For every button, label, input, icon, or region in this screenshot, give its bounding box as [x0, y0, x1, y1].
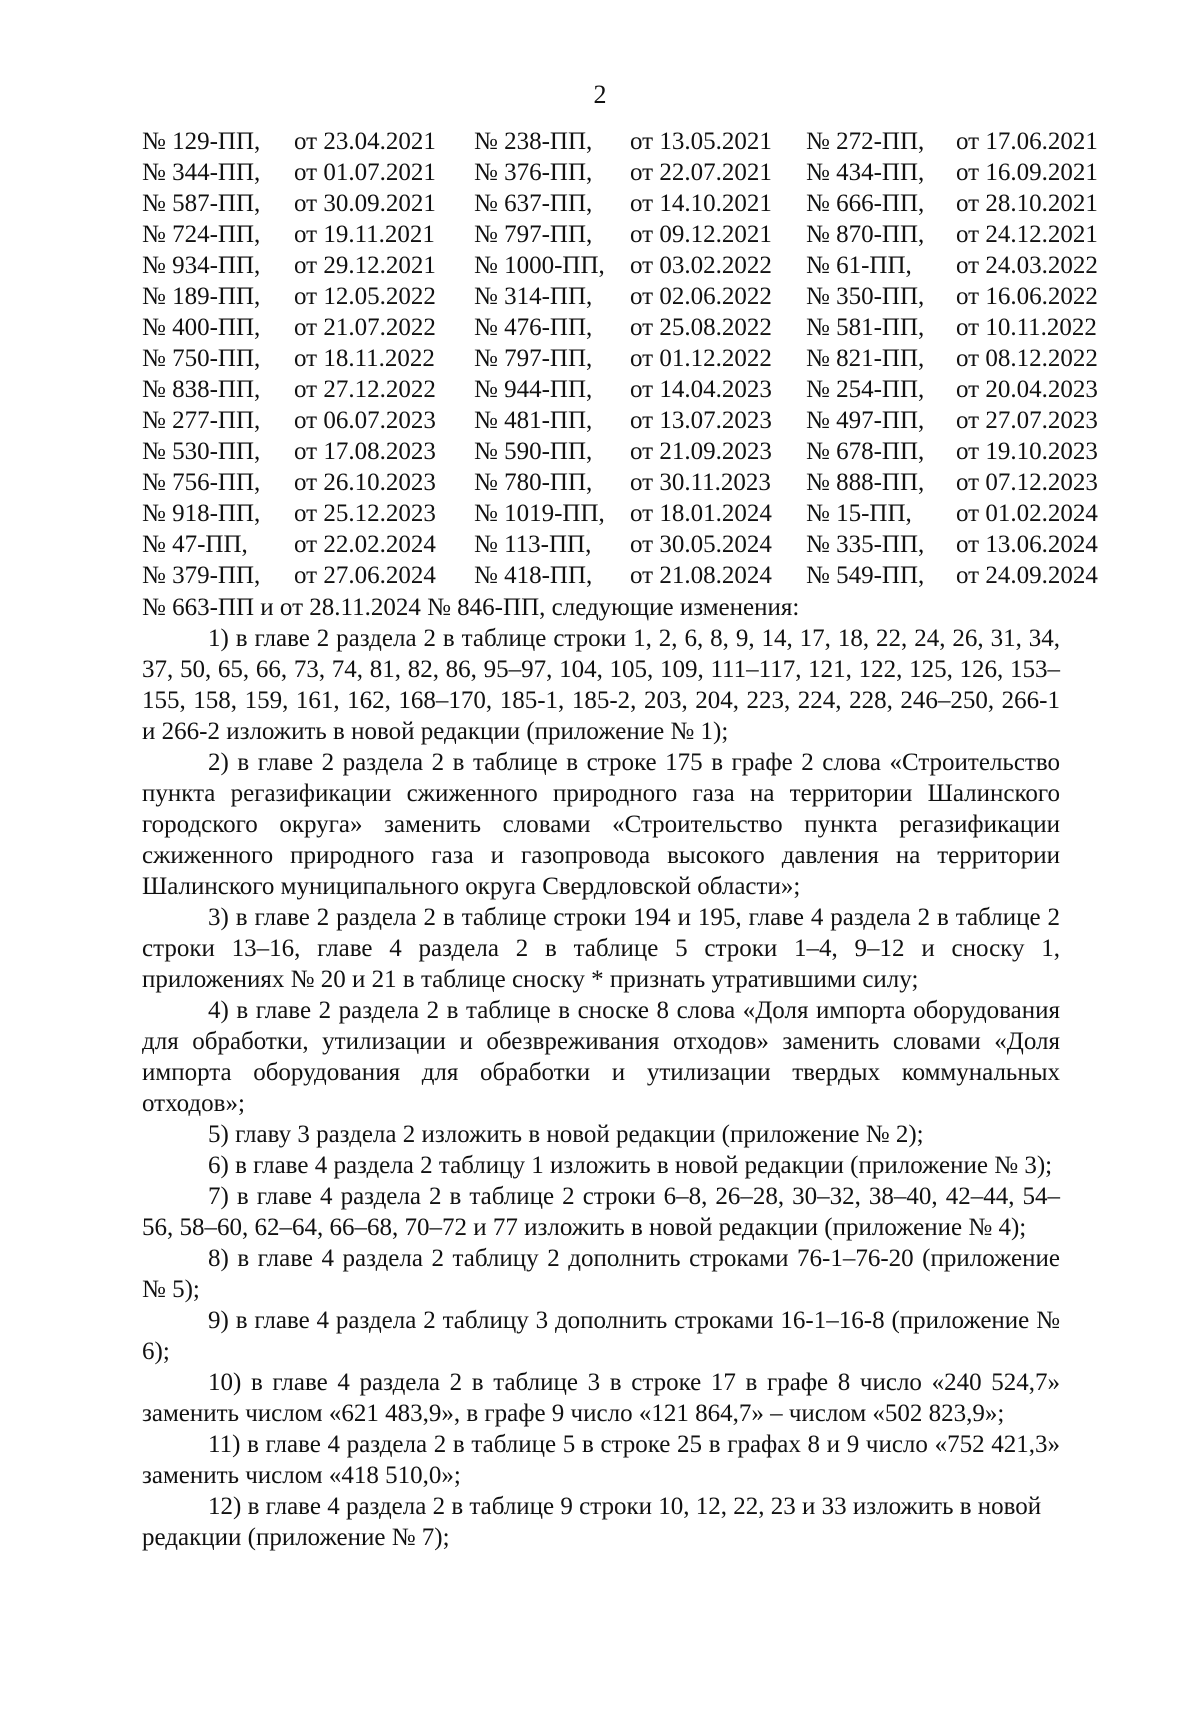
resolution-date: от 02.06.2022 — [630, 283, 772, 310]
resolution-number: № 918-ПП, — [142, 500, 261, 527]
table-row — [142, 467, 1060, 498]
table-row — [142, 405, 1060, 436]
resolution-date: от 21.08.2024 — [630, 562, 772, 589]
resolution-date: от 12.05.2022 — [294, 283, 436, 310]
resolution-number: № 587-ПП, — [142, 190, 261, 217]
resolution-number: № 666-ПП, — [806, 190, 925, 217]
table-row — [142, 281, 1060, 312]
resolution-number: № 870-ПП, — [806, 221, 925, 248]
resolution-number: № 750-ПП, — [142, 345, 261, 372]
table-row — [142, 498, 1060, 529]
list-item-12: 12) в главе 4 раздела 2 в таблице 9 строки 10, 12, 22, 23 и 33 изложить в новой редакции (приложение № 7); — [142, 1493, 1042, 1551]
resolution-number: № 400-ПП, — [142, 314, 261, 341]
resolution-number: № 344-ПП, — [142, 159, 261, 186]
resolution-number: № 756-ПП, — [142, 469, 261, 496]
resolution-list-table — [142, 126, 1098, 591]
resolution-number: № 944-ПП, — [474, 376, 593, 403]
resolution-date: от 09.12.2021 — [630, 221, 772, 248]
resolution-date: от 01.12.2022 — [630, 345, 772, 372]
resolution-date: от 01.07.2021 — [294, 159, 436, 186]
paragraph-continuation: № 663-ПП и от 28.11.2024 № 846-ПП, следующие изменения: — [142, 594, 800, 621]
resolution-number: № 888-ПП, — [806, 469, 925, 496]
resolution-date: от 29.12.2021 — [294, 252, 436, 279]
resolution-date: от 06.07.2023 — [294, 407, 436, 434]
resolution-date: от 17.06.2021 — [956, 128, 1098, 155]
list-item-11: 11) в главе 4 раздела 2 в таблице 5 в строке 25 в графах 8 и 9 число «752 421,3» заменить числом «418 510,0»; — [142, 1431, 1060, 1489]
resolution-date: от 14.10.2021 — [630, 190, 772, 217]
page-number: 2 — [593, 80, 607, 109]
table-row — [142, 529, 1060, 560]
resolution-number: № 272-ПП, — [806, 128, 925, 155]
table-row — [142, 126, 1060, 157]
resolution-number: № 497-ПП, — [806, 407, 925, 434]
resolution-number: № 637-ПП, — [474, 190, 593, 217]
resolution-date: от 13.07.2023 — [630, 407, 772, 434]
resolution-number: № 434-ПП, — [806, 159, 925, 186]
list-item-4: 4) в главе 2 раздела 2 в таблице в сноске 8 слова «Доля импорта оборудования для обработки, утилизации и обезвреживания отходов» заменить словами «Доля импорта оборудования для обработки и утилизации твердых коммунальных отходов»; — [142, 997, 1060, 1117]
table-row — [142, 436, 1060, 467]
resolution-date: от 03.02.2022 — [630, 252, 772, 279]
resolution-date: от 30.05.2024 — [630, 531, 772, 558]
resolution-number: № 934-ПП, — [142, 252, 261, 279]
resolution-date: от 14.04.2023 — [630, 376, 772, 403]
table-row — [142, 157, 1060, 188]
resolution-date: от 17.08.2023 — [294, 438, 436, 465]
resolution-number: № 678-ПП, — [806, 438, 925, 465]
resolution-date: от 18.01.2024 — [630, 500, 772, 527]
resolution-date: от 16.09.2021 — [956, 159, 1098, 186]
resolution-date: от 30.11.2023 — [630, 469, 771, 496]
resolution-number: № 838-ПП, — [142, 376, 261, 403]
resolution-date: от 24.12.2021 — [956, 221, 1098, 248]
resolution-number: № 129-ПП, — [142, 128, 261, 155]
resolution-number: № 797-ПП, — [474, 345, 593, 372]
resolution-number: № 476-ПП, — [474, 314, 593, 341]
resolution-date: от 16.06.2022 — [956, 283, 1098, 310]
resolution-date: от 20.04.2023 — [956, 376, 1098, 403]
resolution-date: от 25.08.2022 — [630, 314, 772, 341]
resolution-date: от 07.12.2023 — [956, 469, 1098, 496]
table-row — [142, 219, 1060, 250]
resolution-date: от 26.10.2023 — [294, 469, 436, 496]
table-row — [142, 343, 1060, 374]
resolution-date: от 21.09.2023 — [630, 438, 772, 465]
resolution-date: от 27.07.2023 — [956, 407, 1098, 434]
resolution-date: от 21.07.2022 — [294, 314, 436, 341]
resolution-number: № 581-ПП, — [806, 314, 925, 341]
resolution-date: от 01.02.2024 — [956, 500, 1098, 527]
table-row — [142, 250, 1060, 281]
resolution-date: от 25.12.2023 — [294, 500, 436, 527]
resolution-number: № 238-ПП, — [474, 128, 593, 155]
resolution-date: от 10.11.2022 — [956, 314, 1097, 341]
resolution-number: № 277-ПП, — [142, 407, 261, 434]
resolution-number: № 1000-ПП, — [474, 252, 605, 279]
resolution-number: № 189-ПП, — [142, 283, 261, 310]
resolution-date: от 19.11.2021 — [294, 221, 435, 248]
resolution-number: № 780-ПП, — [474, 469, 593, 496]
resolution-number: № 15-ПП, — [806, 500, 912, 527]
resolution-number: № 418-ПП, — [474, 562, 593, 589]
resolution-date: от 18.11.2022 — [294, 345, 435, 372]
resolution-date: от 27.06.2024 — [294, 562, 436, 589]
resolution-date: от 22.07.2021 — [630, 159, 772, 186]
resolution-number: № 590-ПП, — [474, 438, 593, 465]
resolution-number: № 350-ПП, — [806, 283, 925, 310]
list-item-2: 2) в главе 2 раздела 2 в таблице в строке 175 в графе 2 слова «Строительство пункта регазификации сжиженного природного газа на территории Шалинского городского округа» заменить словами «Строительство пункта регазификации сжиженного природного газа и газопровода высокого давления на территории Шалинского муниципального округа Свердловской области»; — [142, 749, 1060, 900]
list-item-10: 10) в главе 4 раздела 2 в таблице 3 в строке 17 в графе 8 число «240 524,7» заменить числом «621 483,9», в графе 9 число «121 864,7» – числом «502 823,9»; — [142, 1369, 1060, 1427]
resolution-date: от 28.10.2021 — [956, 190, 1098, 217]
list-item-5: 5) главу 3 раздела 2 изложить в новой редакции (приложение № 2); — [208, 1121, 924, 1148]
resolution-number: № 379-ПП, — [142, 562, 261, 589]
resolution-number: № 797-ПП, — [474, 221, 593, 248]
resolution-date: от 22.02.2024 — [294, 531, 436, 558]
resolution-number: № 549-ПП, — [806, 562, 925, 589]
table-row — [142, 188, 1060, 219]
resolution-date: от 19.10.2023 — [956, 438, 1098, 465]
resolution-number: № 724-ПП, — [142, 221, 261, 248]
resolution-date: от 27.12.2022 — [294, 376, 436, 403]
resolution-number: № 61-ПП, — [806, 252, 912, 279]
resolution-number: № 47-ПП, — [142, 531, 248, 558]
resolution-number: № 481-ПП, — [474, 407, 593, 434]
resolution-date: от 23.04.2021 — [294, 128, 436, 155]
resolution-number: № 254-ПП, — [806, 376, 925, 403]
table-row — [142, 560, 1060, 591]
list-item-6: 6) в главе 4 раздела 2 таблицу 1 изложить в новой редакции (приложение № 3); — [208, 1152, 1053, 1179]
resolution-date: от 24.03.2022 — [956, 252, 1098, 279]
resolution-date: от 13.05.2021 — [630, 128, 772, 155]
list-item-3: 3) в главе 2 раздела 2 в таблице строки 194 и 195, главе 4 раздела 2 в таблице 2 строки 13–16, главе 4 раздела 2 в таблице 5 строки 1–4, 9–12 и сноску 1, приложениях № 20 и 21 в таблице сноску * признать утратившими силу; — [142, 904, 1060, 993]
resolution-number: № 314-ПП, — [474, 283, 593, 310]
table-row — [142, 312, 1060, 343]
list-item-1: 1) в главе 2 раздела 2 в таблице строки 1, 2, 6, 8, 9, 14, 17, 18, 22, 24, 26, 31, 34, 37, 50, 65, 66, 73, 74, 81, 82, 86, 95–97, 104, 105, 109, 111–117, 121, 122, 125, 126, 153–155, 158, 159, 161, 162, 168–170, 185-1, 185-2, 203, 204, 223, 224, 228, 246–250, 266-1 и 266-2 изложить в новой редакции (приложение № 1); — [142, 625, 1060, 745]
resolution-number: № 335-ПП, — [806, 531, 925, 558]
resolution-date: от 30.09.2021 — [294, 190, 436, 217]
resolution-number: № 113-ПП, — [474, 531, 592, 558]
resolution-date: от 08.12.2022 — [956, 345, 1098, 372]
resolution-date: от 24.09.2024 — [956, 562, 1098, 589]
list-item-8: 8) в главе 4 раздела 2 таблицу 2 дополнить строками 76-1–76-20 (приложение № 5); — [142, 1245, 1060, 1303]
body-text — [142, 592, 1060, 1553]
resolution-number: № 530-ПП, — [142, 438, 261, 465]
list-item-7: 7) в главе 4 раздела 2 в таблице 2 строки 6–8, 26–28, 30–32, 38–40, 42–44, 54–56, 58–60, 62–64, 66–68, 70–72 и 77 изложить в новой редакции (приложение № 4); — [142, 1183, 1060, 1241]
resolution-number: № 376-ПП, — [474, 159, 593, 186]
resolution-number: № 1019-ПП, — [474, 500, 605, 527]
table-row — [142, 374, 1060, 405]
resolution-number: № 821-ПП, — [806, 345, 925, 372]
list-item-9: 9) в главе 4 раздела 2 таблицу 3 дополнить строками 16-1–16-8 (приложение № 6); — [142, 1307, 1060, 1365]
resolution-date: от 13.06.2024 — [956, 531, 1098, 558]
